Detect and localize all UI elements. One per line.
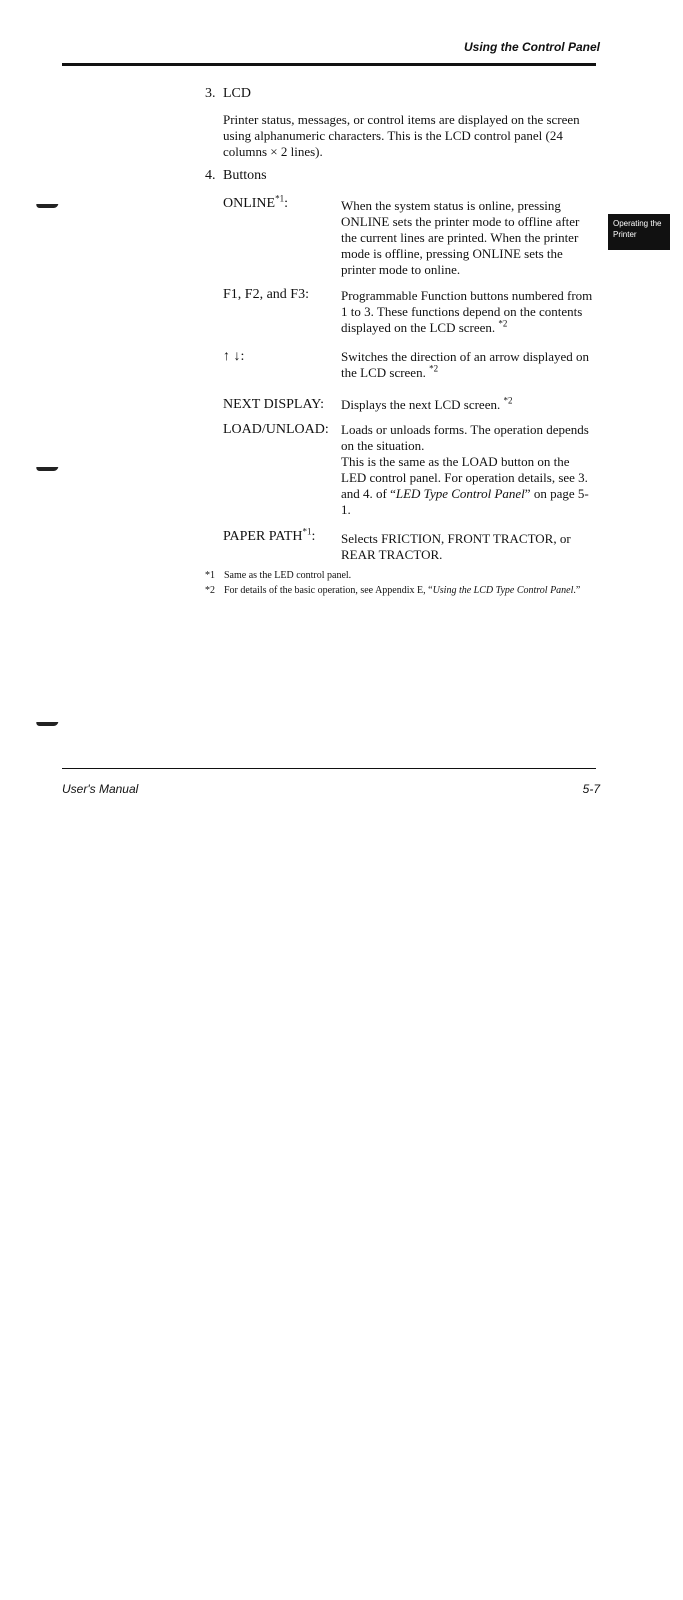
desc-arrow-buttons bbox=[341, 349, 595, 381]
desc-load-unload-reference: LED Type Control Panel bbox=[395, 486, 525, 501]
term-paper-path-colon: : bbox=[311, 529, 316, 544]
term-load-unload: LOAD/UNLOAD: bbox=[223, 422, 329, 437]
section-title-buttons: Buttons bbox=[223, 168, 267, 183]
term-paper-path-footnote-ref: *1 bbox=[302, 526, 312, 537]
term-function-buttons: F1, F2, and F3: bbox=[223, 287, 309, 302]
footnote-1-text: Same as the LED control panel. bbox=[224, 570, 352, 581]
term-paper-path-label: PAPER PATH bbox=[223, 529, 303, 544]
desc-load-unload-line-1: Loads or unloads forms. The operation depends on the situation. bbox=[341, 422, 589, 453]
footer-manual-title: User's Manual bbox=[62, 782, 139, 796]
desc-next-display-footnote-ref: *2 bbox=[503, 395, 513, 406]
footnote-1-mark: *1 bbox=[205, 570, 215, 581]
desc-next-display bbox=[341, 397, 595, 413]
term-next-display: NEXT DISPLAY: bbox=[223, 397, 325, 412]
footnote-1 bbox=[205, 569, 595, 582]
term-paper-path bbox=[223, 526, 341, 545]
section-title-lcd: LCD bbox=[223, 86, 251, 101]
desc-arrows-footnote-ref: *2 bbox=[429, 363, 439, 374]
desc-load-unload bbox=[341, 422, 595, 518]
lcd-description: Printer status, messages, or control items are displayed on the screen using alphanumeric characters. This is the LCD control panel (24 columns × 2 lines). bbox=[223, 112, 580, 159]
desc-online: When the system status is online, pressing ONLINE sets the printer mode to offline after the current lines are printed. When the printer mode is offline, pressing ONLINE sets the printer mode to online. bbox=[341, 198, 580, 277]
term-online-label: ONLINE bbox=[223, 196, 276, 211]
desc-next-display-text: Displays the next LCD screen. bbox=[341, 397, 501, 412]
footnote-2-reference: Using the LCD Type Control Panel bbox=[432, 585, 574, 596]
side-tab-line-1: Operating the bbox=[613, 219, 662, 228]
footnote-2-pre: For details of the basic operation, see Appendix E, “ bbox=[224, 585, 433, 596]
desc-load-unload-pre: This is the same as the LOAD button on the LED control panel. For operation details, see 3. and 4. of “ bbox=[341, 454, 588, 501]
term-online bbox=[223, 193, 341, 212]
binding-mark-bottom bbox=[36, 722, 59, 726]
footnote-2-body bbox=[224, 584, 580, 597]
desc-function-buttons bbox=[341, 288, 595, 336]
section-heading-lcd bbox=[205, 86, 251, 102]
term-online-colon: : bbox=[284, 196, 288, 211]
desc-load-unload-line-2 bbox=[341, 454, 595, 518]
header-rule bbox=[62, 63, 596, 66]
section-number-buttons: 4. bbox=[205, 168, 216, 183]
term-online-footnote-ref: *1 bbox=[275, 193, 285, 204]
desc-function-text: Programmable Function buttons numbered from 1 to 3. These functions depend on the contents displayed on the LCD screen. bbox=[341, 288, 593, 335]
section-heading-buttons bbox=[205, 168, 267, 184]
term-arrow-buttons: ↑ ↓: bbox=[223, 349, 245, 364]
desc-paper-path: Selects FRICTION, FRONT TRACTOR, or REAR TRACTOR. bbox=[341, 531, 571, 562]
section-number-lcd: 3. bbox=[205, 86, 216, 101]
footer-rule bbox=[62, 768, 596, 769]
desc-function-footnote-ref: *2 bbox=[498, 318, 508, 329]
binding-mark-middle bbox=[36, 467, 59, 471]
footnote-2 bbox=[205, 584, 595, 597]
desc-arrows-text: Switches the direction of an arrow displayed on the LCD screen. bbox=[341, 349, 590, 380]
desc-load-unload-post: ” on page 5-1. bbox=[341, 486, 589, 517]
footnote-2-mark: *2 bbox=[205, 585, 215, 596]
chapter-side-tab bbox=[608, 214, 670, 250]
running-header-title: Using the Control Panel bbox=[463, 40, 600, 54]
side-tab-line-2: Printer bbox=[613, 230, 637, 239]
footer-page-number: 5-7 bbox=[582, 782, 600, 796]
binding-mark-top bbox=[36, 204, 59, 208]
footnote-2-post: .” bbox=[573, 585, 581, 596]
